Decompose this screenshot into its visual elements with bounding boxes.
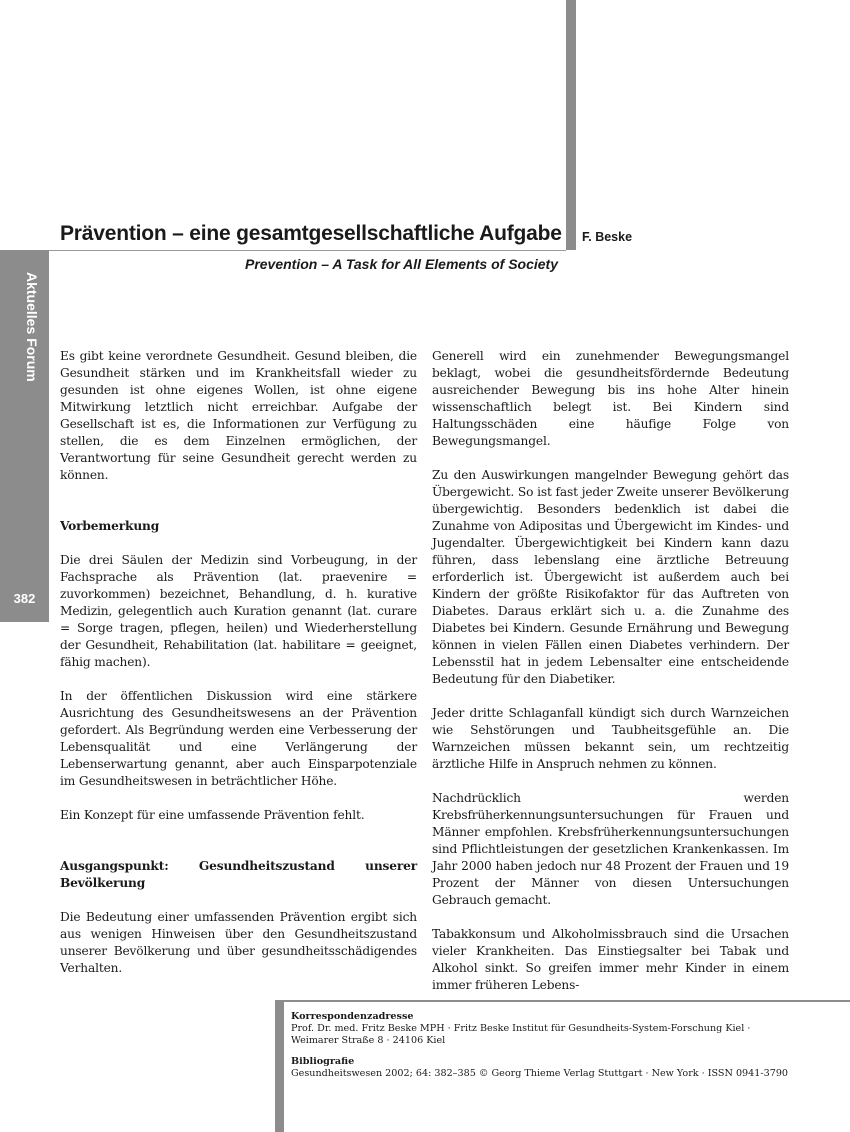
footer-vertical-bar	[275, 1000, 284, 1132]
correspondence-heading: Korrespondenzadresse	[291, 1011, 414, 1022]
section-heading-vorbemerkung: Vorbemerkung	[60, 519, 160, 533]
bibliography-reference: Gesundheitswesen 2002; 64: 382–385 © Georg Thieme Verlag Stuttgart · New York · ISSN 0941-3790	[291, 1068, 789, 1079]
left-column	[60, 348, 417, 994]
intro-paragraph: Es gibt keine verordnete Gesundheit. Gesund bleiben, die Gesundheit stärken und im Krankheitsfall wieder zu gesunden ist ohne eigenes Wollen, ist ohne eigene Mitwirkung letztlich nicht erreichbar. Aufgabe der Gesellschaft ist es, die Informationen zur Verfügung zu stellen, die es dem Einzelnen ermöglichen, der Verantwortung für seine Gesundheit gerecht werden zu können.	[60, 349, 417, 482]
section-label: Aktuelles Forum	[24, 272, 40, 382]
right-column	[432, 348, 789, 1011]
footer-divider	[275, 1000, 850, 1002]
decorative-vertical-bar	[566, 0, 576, 250]
title-divider	[0, 250, 566, 251]
paragraph: Die Bedeutung einer umfassenden Prävention ergibt sich aus wenigen Hinweisen über den Gesundheitszustand unserer Bevölkerung und über gesundheitsschädigendes Verhalten.	[60, 910, 417, 975]
correspondence-address-line: Weimarer Straße 8 · 24106 Kiel	[291, 1035, 446, 1046]
article-author: F. Beske	[582, 230, 633, 244]
section-heading-ausgangspunkt: Ausgangspunkt: Gesundheitszustand unserer Bevölkerung	[60, 859, 417, 890]
paragraph: Generell wird ein zunehmender Bewegungsmangel beklagt, wobei die gesundheitsfördernde Bedeutung ausreichender Bewegung bis ins hohe Alter hinein wissenschaftlich belegt ist. Bei Kindern sind Haltungsschäden eine häufige Folge von Bewegungsmangel.	[432, 349, 789, 448]
bibliography-heading: Bibliografie	[291, 1056, 355, 1067]
article-subtitle: Prevention – A Task for All Elements of Society	[244, 256, 558, 272]
paragraph: In der öffentlichen Diskussion wird eine stärkere Ausrichtung des Gesundheitswesens an der Prävention gefordert. Als Begründung werden eine Verbesserung der Lebensqualität und eine Verlängerung der Lebenserwartung genannt, aber auch Einsparpotenziale im Gesundheitswesen in beträchtlicher Höhe.	[60, 689, 417, 788]
paragraph: Tabakkonsum und Alkoholmissbrauch sind die Ursachen vieler Krankheiten. Das Einstiegsalter bei Tabak und Alkohol sinkt. So greifen immer mehr Kinder in einem immer früheren Lebens-	[432, 927, 789, 992]
page-number: 382	[13, 591, 36, 606]
paragraph: Zu den Auswirkungen mangelnder Bewegung gehört das Übergewicht. So ist fast jeder Zweite unserer Bevölkerung übergewichtig. Besonders bedenklich ist dabei die Zunahme von Adipositas und Übergewicht im Kindes- und Jugendalter. Übergewichtigkeit bei Kindern kann dazu führen, dass lebenslang eine ärztliche Betreuung erforderlich ist. Übergewicht ist außerdem auch bei Kindern der größte Risikofaktor für das Auftreten von Diabetes. Daraus erklärt sich u. a. die Zunahme des Diabetes bei Kindern. Gesunde Ernährung und Bewegung können in vielen Fällen einen Diabetes verhindern. Der Lebensstil hat in jedem Lebensalter eine entscheidende Bedeutung für den Diabetiker.	[432, 468, 789, 686]
paragraph: Nachdrücklich werden Krebsfrüherkennungsuntersuchungen für Frauen und Männer empfohlen. Krebsfrüherkennungsuntersuchungen sind Pflichtleistungen der gesetzlichen Krankenkassen. Im Jahr 2000 haben jedoch nur 48 Prozent der Frauen und 19 Prozent der Männer von diesen Untersuchungen Gebrauch gemacht.	[432, 791, 789, 907]
bibliography-block	[291, 1056, 831, 1080]
article-footer	[291, 1011, 831, 1089]
correspondence-address-line: Prof. Dr. med. Fritz Beske MPH · Fritz Beske Institut für Gesundheits-System-Forschung Kiel ·	[291, 1023, 751, 1034]
correspondence-block	[291, 1011, 831, 1047]
paragraph: Jeder dritte Schlaganfall kündigt sich durch Warnzeichen wie Sehstörungen und Taubheitsgefühle an. Die Warnzeichen müssen bekannt sein, um rechtzeitig ärztliche Hilfe in Anspruch nehmen zu können.	[432, 706, 789, 771]
paragraph: Die drei Säulen der Medizin sind Vorbeugung, in der Fachsprache als Prävention (lat. praevenire = zuvorkommen) bezeichnet, Behandlung, d. h. kurative Medizin, gelegentlich auch Kuration genannt (lat. curare = Sorge tragen, pflegen, heilen) und Wiederherstellung der Gesundheit, Rehabilitation (lat. habilitare = geeignet, fähig machen).	[60, 553, 417, 669]
article-title: Prävention – eine gesamtgesellschaftliche Aufgabe	[60, 222, 562, 245]
paragraph: Ein Konzept für eine umfassende Prävention fehlt.	[60, 808, 365, 822]
